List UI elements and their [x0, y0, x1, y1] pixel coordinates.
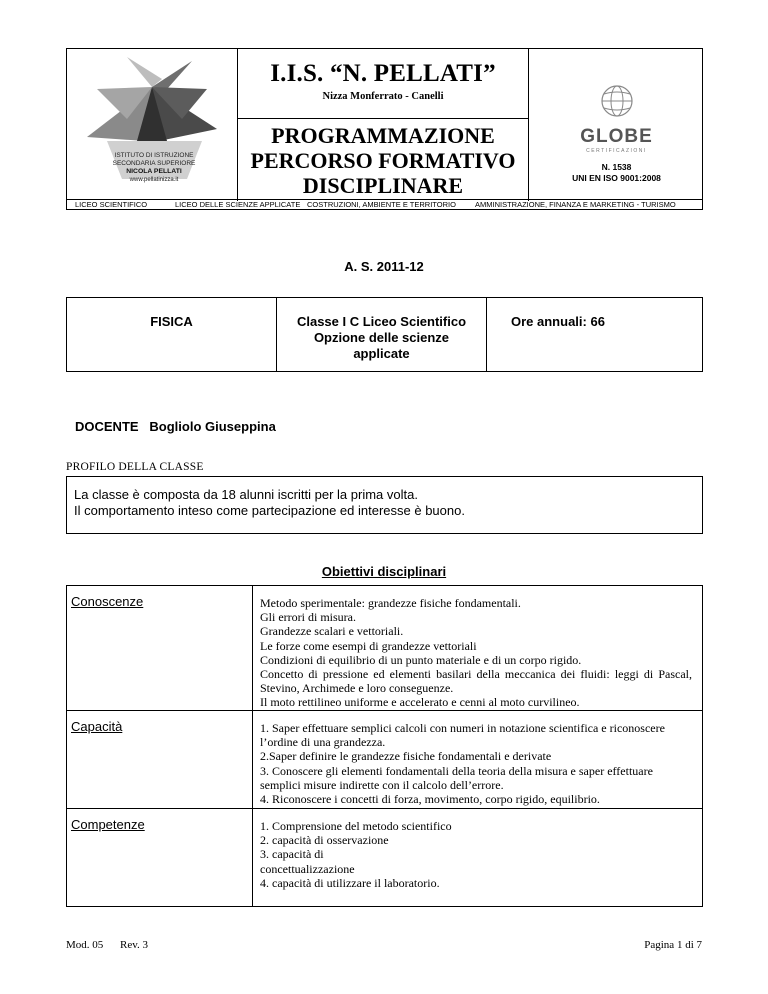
class-profile-line: Il comportamento inteso come partecipazione ed interesse è buono.: [74, 503, 465, 518]
objective-line: 2. capacità di osservazione: [260, 833, 389, 848]
school-name: I.I.S. “N. PELLATI”: [270, 60, 496, 87]
program-title-line: PROGRAMMAZIONE: [271, 123, 495, 148]
objectives-row-label: Capacità: [67, 711, 253, 808]
school-logo: [67, 49, 237, 201]
branch-label: LICEO SCIENTIFICO: [75, 200, 148, 209]
class-profile-heading: PROFILO DELLA CLASSE: [66, 461, 204, 473]
objectives-row-competenze: [67, 809, 702, 906]
objective-line: 3. capacità di: [260, 847, 324, 862]
footer-mod: Mod. 05: [66, 939, 104, 951]
subject-name: FISICA: [67, 298, 277, 371]
objectives-row-content: [253, 586, 702, 710]
school-title-cell: [237, 49, 529, 119]
objective-line: Il moto rettilineo uniforme e accelerato e cenni al moto curvilineo.: [260, 695, 580, 710]
svg-text:NICOLA PELLATI: NICOLA PELLATI: [126, 168, 182, 175]
svg-text:SECONDARIA SUPERIORE: SECONDARIA SUPERIORE: [112, 160, 196, 167]
subject-class-line: applicate: [353, 346, 410, 361]
teacher-label: DOCENTE: [75, 419, 139, 434]
objectives-row-label: Conoscenze: [67, 586, 253, 710]
cert-brand: GLOBE: [580, 126, 653, 147]
objective-line: 1. Saper effettuare semplici calcoli con numeri in notazione scientifica e riconoscere l’ordine di una grandezza.: [260, 721, 665, 750]
objective-line: 3. Conoscere gli elementi fondamentali della teoria della misura e saper effettuare semplici misure indirette con il calcolo dell’errore.: [260, 763, 653, 792]
svg-text:ISTITUTO DI ISTRUZIONE: ISTITUTO DI ISTRUZIONE: [114, 152, 194, 159]
globe-icon: [597, 83, 637, 119]
branch-label: LICEO DELLE SCIENZE APPLICATE: [175, 200, 301, 209]
class-profile-line: La classe è composta da 18 alunni iscritti per la prima volta.: [74, 487, 418, 502]
objectives-row-capacita: [67, 711, 702, 809]
school-logo-graphic: [67, 49, 237, 199]
objective-line: Concetto di pressione ed elementi basilari della meccanica dei fluidi: leggi di Pascal, Stevino, Archimede e loro conseguenze.: [260, 667, 692, 696]
program-title: [238, 123, 528, 198]
objective-line: Le forze come esempi di grandezze vettoriali: [260, 638, 477, 653]
objective-line: 4. Riconoscere i concetti di forza, movimento, corpo rigido, equilibrio.: [260, 792, 600, 807]
cert-sub: CERTIFICAZIONI: [586, 148, 647, 154]
cert-number: [529, 162, 704, 184]
program-title-line: PERCORSO FORMATIVO: [250, 148, 516, 173]
objective-line: Metodo sperimentale: grandezze fisiche fondamentali.: [260, 596, 521, 610]
objectives-heading: Obiettivi disciplinari: [321, 564, 447, 579]
branch-label: COSTRUZIONI, AMBIENTE E TERRITORIO: [307, 200, 456, 209]
program-title-cell: [237, 119, 529, 201]
objectives-row-label: Competenze: [67, 809, 253, 906]
objectives-row-conoscenze: [67, 586, 702, 711]
subject-class-line: Opzione delle scienze: [313, 330, 450, 345]
footer-page: Pagina 1 di 7: [644, 939, 702, 951]
branch-label: AMMINISTRAZIONE, FINANZA E MARKETING - TURISMO: [475, 200, 676, 209]
objective-line: 1. Comprensione del metodo scientifico: [260, 819, 452, 833]
objectives-row-content: [253, 711, 702, 808]
objectives-row-content: [253, 809, 702, 906]
objectives-table: [66, 585, 703, 907]
svg-text:www.pellatinizza.it: www.pellatinizza.it: [129, 177, 179, 183]
document-header: [66, 48, 703, 210]
teacher-name: Bogliolo Giuseppina: [149, 419, 276, 434]
subject-table: [66, 297, 703, 372]
certification-block: [529, 49, 704, 201]
subject-class: [277, 298, 487, 371]
class-profile-box: [66, 476, 703, 534]
school-branches-strip: [67, 199, 702, 210]
objective-line: Gli errori di misura.: [260, 610, 356, 625]
subject-class-line: Classe I C Liceo Scientifico: [296, 314, 467, 329]
teacher-line: [75, 419, 276, 434]
objective-line: concettualizzazione: [260, 861, 355, 876]
objective-line: Grandezze scalari e vettoriali.: [260, 624, 404, 639]
cert-number-text: N. 1538: [601, 162, 632, 172]
objective-line: Condizioni di equilibrio di un punto materiale e di un corpo rigido.: [260, 652, 582, 667]
subject-hours: Ore annuali: 66: [511, 314, 605, 329]
cert-standard: UNI EN ISO 9001:2008: [572, 173, 661, 183]
footer-rev: Rev. 3: [120, 939, 149, 951]
objective-line: 4. capacità di utilizzare il laboratorio.: [260, 875, 440, 890]
program-title-line: DISCIPLINARE: [302, 173, 464, 198]
school-year: A. S. 2011-12: [344, 259, 424, 274]
school-city: Nizza Monferrato - Canelli: [322, 91, 444, 102]
objective-line: 2.Saper definire le grandezze fisiche fondamentali e derivate: [260, 749, 552, 764]
